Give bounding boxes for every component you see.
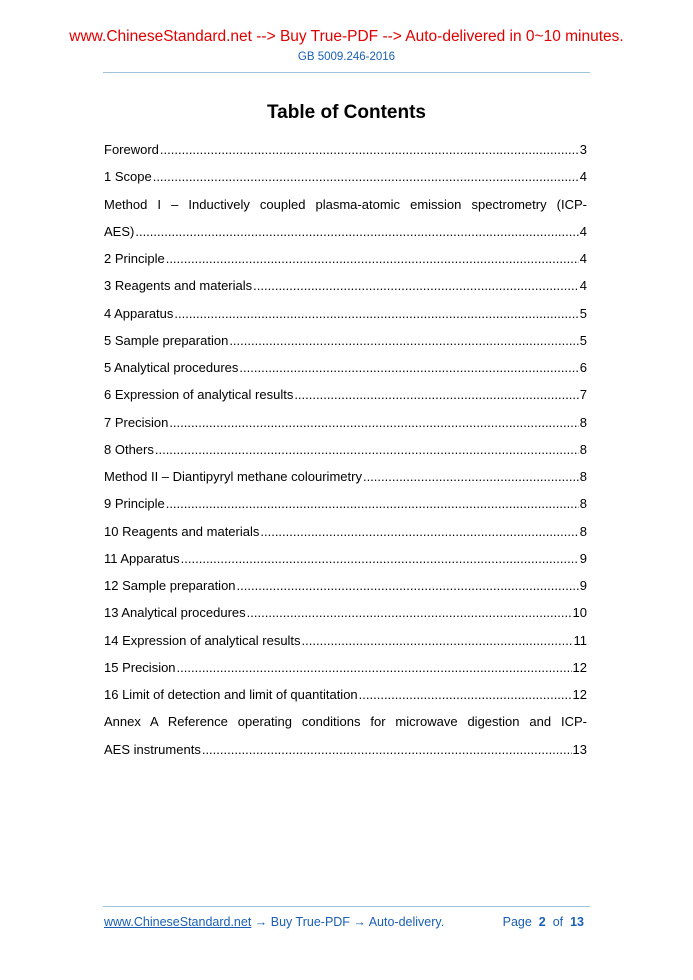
toc-entry-label: 12 Sample preparation (104, 578, 236, 593)
toc-leader-dots (260, 518, 578, 545)
toc-entry[interactable] (104, 627, 587, 654)
toc-entry[interactable] (104, 354, 587, 381)
toc-leader-dots (247, 599, 572, 626)
toc-entry-label: 10 Reagents and materials (104, 523, 260, 539)
toc-entry-label: 14 Expression of analytical results (104, 632, 301, 648)
toc-entry-page: 8 (579, 469, 587, 484)
toc-leader-dots (302, 627, 573, 654)
table-of-contents (104, 136, 587, 763)
toc-entry-label: 7 Precision (104, 414, 169, 430)
footer-link[interactable]: www.ChineseStandard.net (104, 915, 252, 929)
toc-entry-page: 5 (579, 305, 587, 321)
footer-tagline: → Buy True-PDF → Auto-delivery. (251, 915, 445, 929)
toc-entry[interactable] (104, 654, 587, 681)
toc-entry[interactable] (104, 599, 587, 626)
toc-entry-label: 15 Precision (104, 659, 176, 675)
toc-leader-dots (229, 327, 578, 354)
toc-entry-page: 9 (579, 578, 587, 593)
toc-entry-page: 11 (573, 632, 587, 648)
toc-entry-page: 3 (579, 142, 587, 157)
toc-leader-dots (253, 272, 579, 299)
toc-entry-page: 9 (579, 550, 587, 566)
toc-entry-label: 13 Analytical procedures (104, 605, 246, 621)
toc-entry-label: 2 Principle (104, 251, 165, 266)
page-word: Page (502, 915, 532, 929)
toc-leader-dots (169, 409, 578, 436)
toc-entry-label: 16 Limit of detection and limit of quantitation (104, 687, 358, 702)
toc-entry-page: 4 (579, 223, 587, 239)
toc-entry-label: AES instruments (104, 741, 201, 757)
toc-entry-page: 5 (579, 332, 587, 348)
toc-entry-label: Foreword (104, 142, 159, 157)
toc-entry-page: 7 (579, 387, 587, 403)
toc-title: Table of Contents (266, 102, 427, 123)
toc-leader-dots (363, 463, 579, 490)
toc-entry-page: 4 (579, 169, 587, 185)
toc-entry[interactable] (104, 463, 587, 490)
toc-entry-label: 4 Apparatus (104, 305, 174, 321)
toc-entry[interactable] (104, 490, 587, 517)
toc-entry-label: AES) (104, 223, 135, 239)
toc-entry-page: 10 (572, 605, 587, 621)
toc-entry[interactable] (104, 163, 587, 190)
toc-entry[interactable] (104, 272, 587, 299)
document-code: GB 5009.246-2016 (297, 51, 396, 63)
toc-entry[interactable] (104, 572, 587, 599)
toc-entry-label: 1 Scope (104, 169, 152, 185)
toc-entry[interactable] (104, 681, 587, 708)
toc-leader-dots (294, 381, 578, 408)
toc-leader-dots (174, 300, 578, 327)
toc-entry-page: 8 (579, 496, 587, 512)
toc-entry-label: 5 Analytical procedures (104, 360, 239, 375)
toc-entry[interactable] (104, 736, 587, 763)
toc-leader-dots (160, 136, 579, 163)
toc-leader-dots (181, 545, 579, 572)
toc-entry-label: Method II – Diantipyryl methane colourimetry (104, 469, 362, 484)
toc-leader-dots (237, 572, 579, 599)
toc-entry[interactable] (104, 218, 587, 245)
toc-leader-dots (153, 163, 579, 190)
toc-entry[interactable] (104, 300, 587, 327)
page-indicator (503, 915, 584, 929)
page-current: 2 (538, 915, 546, 929)
toc-entry[interactable] (104, 136, 587, 163)
toc-entry-page: 8 (579, 523, 587, 539)
toc-entry-label: 9 Principle (104, 496, 165, 512)
toc-entry[interactable] (104, 436, 587, 463)
toc-leader-dots (155, 436, 579, 463)
toc-entry-line[interactable]: Annex A Reference operating conditions for microwave digestion and ICP- (104, 714, 587, 730)
page-total: 13 (570, 915, 584, 929)
toc-entry-page: 12 (572, 659, 587, 675)
toc-entry-page: 12 (572, 687, 587, 702)
toc-leader-dots (239, 354, 578, 381)
toc-entry-line[interactable]: Method I – Inductively coupled plasma-atomic emission spectrometry (ICP- (104, 196, 587, 212)
toc-entry-page: 13 (572, 741, 587, 757)
toc-entry-label: 3 Reagents and materials (104, 278, 253, 294)
toc-entry-label: 5 Sample preparation (104, 332, 229, 348)
toc-entry[interactable] (104, 327, 587, 354)
promo-banner[interactable]: www.ChineseStandard.net --> Buy True-PDF --> Auto-delivered in 0~10 minutes. (69, 28, 624, 45)
toc-entry-label: 11 Apparatus (104, 550, 180, 566)
toc-leader-dots (177, 654, 572, 681)
toc-entry[interactable] (104, 245, 587, 272)
page-of: of (552, 915, 564, 929)
toc-leader-dots (359, 681, 572, 708)
toc-entry-page: 8 (579, 441, 587, 457)
toc-leader-dots (202, 736, 572, 763)
toc-entry-page: 4 (579, 251, 587, 266)
toc-entry-page: 4 (579, 278, 587, 294)
toc-entry[interactable] (104, 409, 587, 436)
toc-leader-dots (166, 245, 579, 272)
toc-entry-page: 6 (579, 360, 587, 375)
footer-divider (103, 906, 590, 907)
toc-entry[interactable] (104, 545, 587, 572)
toc-entry-page: 8 (579, 414, 587, 430)
header-divider (103, 72, 590, 73)
toc-entry[interactable] (104, 518, 587, 545)
toc-entry[interactable] (104, 381, 587, 408)
toc-leader-dots (135, 218, 578, 245)
toc-entry-label: 8 Others (104, 441, 154, 457)
toc-leader-dots (166, 490, 579, 517)
page-footer (104, 915, 584, 929)
toc-entry-label: 6 Expression of analytical results (104, 387, 294, 403)
